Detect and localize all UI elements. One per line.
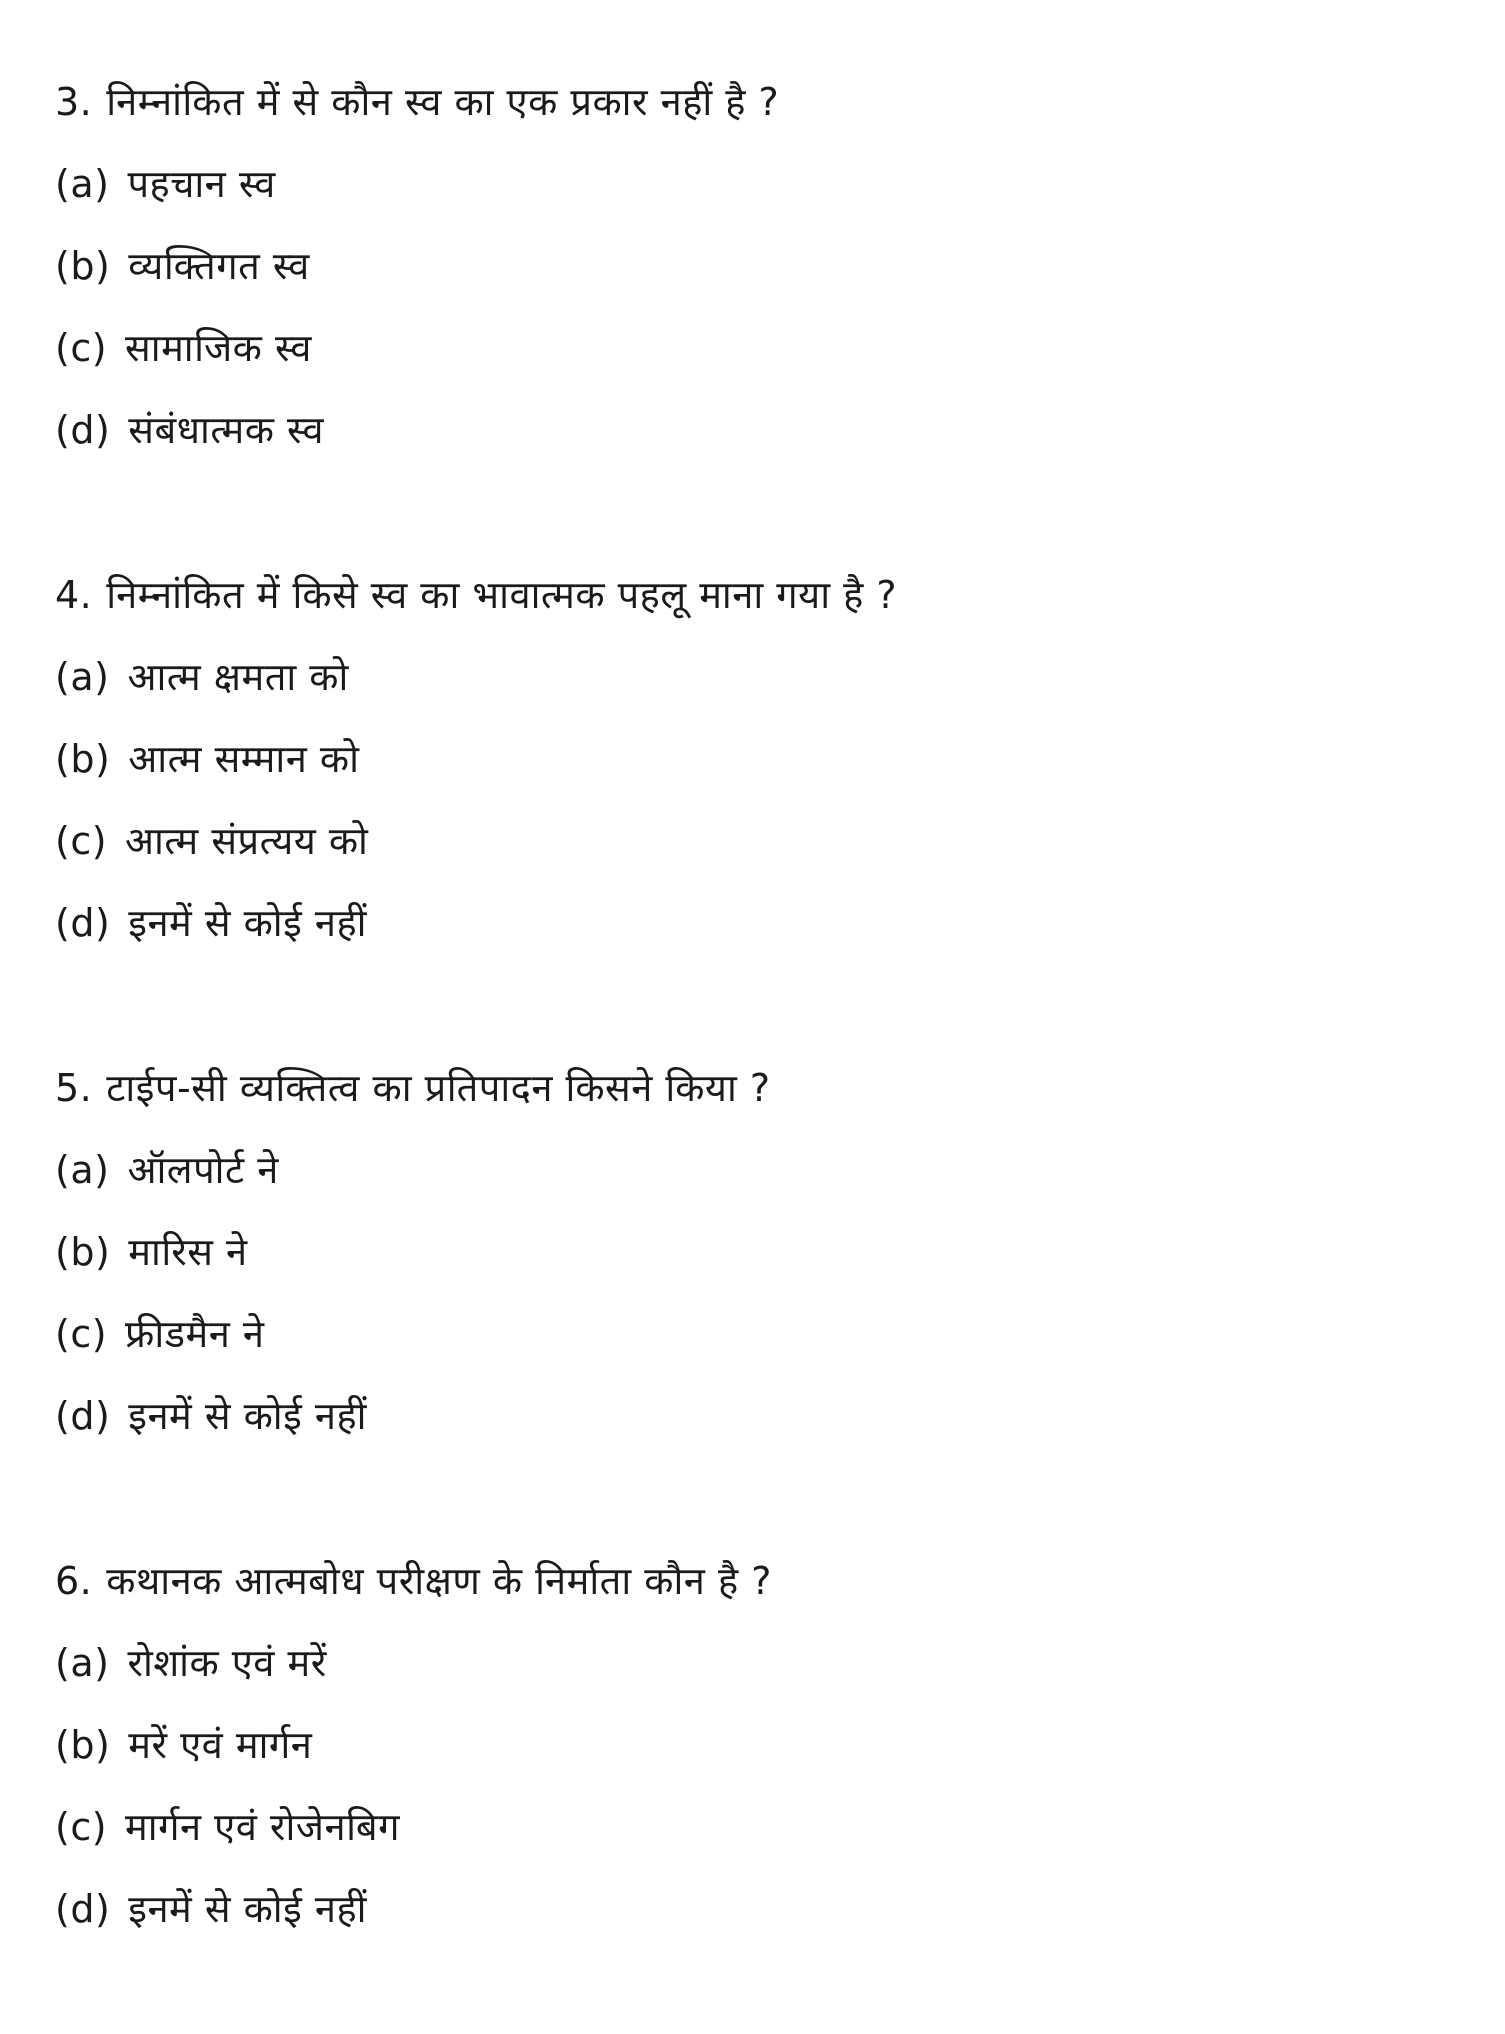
option-text: इनमें से कोई नहीं (128, 901, 367, 945)
question-4-option-d (55, 898, 367, 948)
question-text: टाईप-सी व्यक्तित्व का प्रतिपादन किसने किया ? (106, 1066, 771, 1110)
question-4-option-c (55, 816, 368, 866)
option-text: मार्गन एवं रोजेनबिग (125, 1805, 401, 1849)
question-4-option-b (55, 734, 359, 784)
option-text: ऑलपोर्ट ने (127, 1148, 279, 1192)
option-text: आत्म संप्रत्यय को (125, 819, 369, 863)
question-4-option-a (55, 652, 349, 702)
question-3-option-a (55, 159, 276, 209)
question-text: निम्नांकित में किसे स्व का भावात्मक पहलू माना गया है ? (106, 573, 898, 617)
option-label: (c) (55, 819, 108, 863)
question-text: कथानक आत्मबोध परीक्षण के निर्माता कौन है ? (106, 1559, 772, 1603)
question-number: 3. (55, 80, 93, 124)
question-6-option-b (55, 1720, 312, 1770)
question-number: 4. (55, 573, 93, 617)
option-text: रोशांक एवं मरें (127, 1641, 327, 1685)
question-number: 5. (55, 1066, 93, 1110)
option-label: (b) (55, 737, 111, 781)
question-6 (55, 1556, 772, 1606)
option-label: (c) (55, 1805, 108, 1849)
option-text: आत्म सम्मान को (128, 737, 360, 781)
question-6-option-c (55, 1802, 400, 1852)
option-text: सामाजिक स्व (125, 326, 312, 370)
option-label: (a) (55, 1641, 110, 1685)
option-text: इनमें से कोई नहीं (128, 1394, 367, 1438)
option-text: मरें एवं मार्गन (128, 1723, 313, 1767)
question-text: निम्नांकित में से कौन स्व का एक प्रकार नहीं है ? (106, 80, 780, 124)
option-label: (c) (55, 1312, 108, 1356)
option-label: (a) (55, 655, 110, 699)
option-text: व्यक्तिगत स्व (128, 244, 310, 288)
option-label: (a) (55, 1148, 110, 1192)
question-4 (55, 570, 897, 620)
question-3-option-d (55, 405, 324, 455)
option-label: (b) (55, 1230, 111, 1274)
question-3-option-b (55, 241, 310, 291)
option-label: (d) (55, 1394, 111, 1438)
question-5-option-b (55, 1227, 248, 1277)
question-5-option-c (55, 1309, 265, 1359)
question-6-option-a (55, 1638, 327, 1688)
option-text: इनमें से कोई नहीं (128, 1887, 367, 1931)
option-label: (c) (55, 326, 108, 370)
option-label: (d) (55, 1887, 111, 1931)
option-text: मारिस ने (128, 1230, 248, 1274)
question-5-option-a (55, 1145, 279, 1195)
question-3-option-c (55, 323, 312, 373)
question-5 (55, 1063, 771, 1113)
question-number: 6. (55, 1559, 93, 1603)
option-label: (d) (55, 408, 111, 452)
option-label: (d) (55, 901, 111, 945)
option-label: (a) (55, 162, 110, 206)
option-text: आत्म क्षमता को (127, 655, 349, 699)
question-3 (55, 77, 779, 127)
option-label: (b) (55, 1723, 111, 1767)
option-text: फ्रीडमैन ने (125, 1312, 265, 1356)
option-text: संबंधात्मक स्व (128, 408, 324, 452)
option-text: पहचान स्व (127, 162, 276, 206)
question-6-option-d (55, 1884, 367, 1934)
option-label: (b) (55, 244, 111, 288)
question-5-option-d (55, 1391, 367, 1441)
